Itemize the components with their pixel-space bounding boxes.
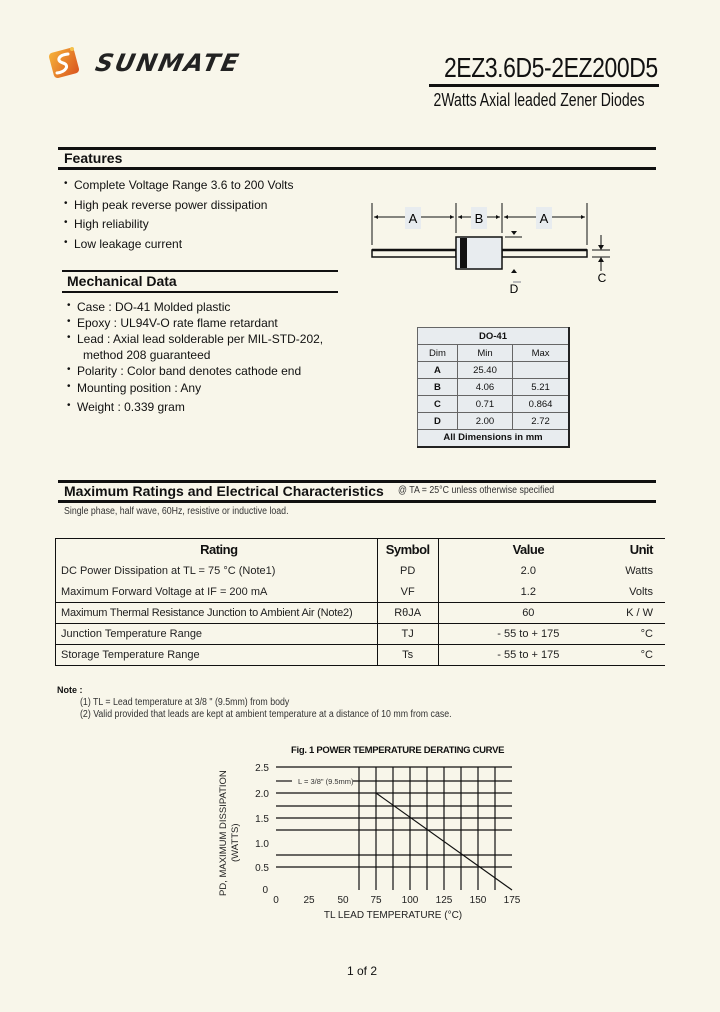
mechanical-title: Mechanical Data — [67, 273, 177, 289]
package-table-title: DO-41 — [418, 328, 570, 345]
table-row — [418, 413, 570, 430]
table-row — [418, 362, 570, 379]
feature-item: • Complete Voltage Range 3.6 to 200 Volts — [64, 178, 294, 198]
y-tick: 1.0 — [255, 839, 269, 850]
symbol-cell: VF — [377, 582, 438, 603]
ratings-title: Maximum Ratings and Electrical Characteristics — [64, 483, 384, 499]
value-cell: 1.2 — [520, 585, 536, 598]
mechanical-rule-bottom — [62, 291, 338, 293]
dim-label-d: D — [509, 282, 519, 296]
rating-cell: DC Power Dissipation at TL = 75 °C (Note1) — [56, 561, 378, 582]
min-cell: 2.00 — [457, 413, 512, 430]
mechanical-item: • Epoxy : UL94V-O rate flame retardant — [67, 316, 323, 332]
max-cell: 0.864 — [513, 396, 569, 413]
title-underline — [429, 84, 659, 87]
table-row — [56, 645, 666, 666]
col-header-rating: Rating — [56, 539, 378, 561]
y-tick: 1.5 — [255, 814, 269, 825]
y-axis-unit: (WATTS) — [230, 823, 241, 862]
table-row — [56, 561, 666, 582]
x-tick: 125 — [435, 895, 453, 906]
note-item: (1) TL = Lead temperature at 3/8 " (9.5mm) from body — [80, 697, 290, 708]
package-dimensions-table — [417, 327, 570, 448]
min-cell: 0.71 — [457, 396, 512, 413]
col-header-min: Min — [457, 345, 512, 362]
features-list — [64, 178, 294, 257]
col-header-symbol: Symbol — [377, 539, 438, 561]
y-tick: 0.5 — [255, 863, 269, 874]
sunmate-logo-icon — [46, 45, 82, 81]
ratings-condition: @ TA = 25°C unless otherwise specified — [398, 485, 555, 496]
rating-cell: Maximum Forward Voltage at IF = 200 mA — [56, 582, 378, 603]
mechanical-item-text: Lead : Axial lead solderable per MIL-STD-202, — [77, 332, 324, 346]
symbol-cell: Ts — [377, 645, 438, 666]
package-table-footer: All Dimensions in mm — [418, 430, 570, 447]
feature-item: • High reliability — [64, 217, 294, 237]
feature-item: • Low leakage current — [64, 237, 294, 257]
table-row — [56, 624, 666, 645]
symbol-cell: TJ — [377, 624, 438, 645]
brand-logo — [46, 43, 246, 83]
table-row — [56, 603, 666, 624]
mechanical-item: • Weight : 0.339 gram — [67, 400, 323, 416]
unit-cell: Volts — [629, 585, 653, 598]
table-row — [418, 396, 570, 413]
mechanical-item: • Polarity : Color band denotes cathode end — [67, 364, 323, 381]
mechanical-list — [67, 300, 323, 416]
part-number-title: 2EZ3.6D5-2EZ200D5 — [444, 52, 658, 83]
table-row — [56, 582, 666, 603]
max-cell: 5.21 — [513, 379, 569, 396]
dim-cell: D — [418, 413, 458, 430]
mechanical-rule-top — [62, 270, 338, 272]
diode-outline-diagram — [360, 195, 620, 300]
dim-cell: C — [418, 396, 458, 413]
value-cell: - 55 to + 175 — [438, 645, 618, 666]
value-cell: - 55 to + 175 — [438, 624, 618, 645]
features-rule-top — [58, 147, 656, 150]
min-cell: 4.06 — [457, 379, 512, 396]
rating-cell: Storage Temperature Range — [56, 645, 378, 666]
unit-cell: °C — [618, 624, 665, 645]
mechanical-item-cont-text: method 208 guaranteed — [83, 348, 211, 362]
dim-label-c: C — [597, 271, 607, 285]
features-rule-bottom — [58, 167, 656, 170]
max-cell — [513, 362, 569, 379]
feature-item: • High peak reverse power dissipation — [64, 198, 294, 217]
y-tick: 2.0 — [255, 789, 269, 800]
load-condition-note: Single phase, half wave, 60Hz, resistive or inductive load. — [64, 506, 289, 517]
mechanical-item: • Case : DO-41 Molded plastic — [67, 300, 323, 316]
dim-cell: A — [418, 362, 458, 379]
x-tick: 50 — [337, 895, 349, 906]
note-item: (2) Valid provided that leads are kept at ambient temperature at a distance of 10 mm from case. — [80, 709, 452, 720]
x-tick: 150 — [469, 895, 487, 906]
x-tick: 0 — [273, 895, 279, 906]
unit-cell: K / W — [618, 603, 665, 624]
page-number: 1 of 2 — [347, 964, 378, 978]
chart-title: Fig. 1 POWER TEMPERATURE DERATING CURVE — [291, 745, 505, 756]
ratings-rule-bottom — [58, 500, 656, 503]
x-tick: 75 — [370, 895, 382, 906]
col-header-max: Max — [513, 345, 569, 362]
unit-cell: °C — [618, 645, 665, 666]
curve-annotation: L = 3/8" (9.5mm) — [298, 777, 354, 786]
derating-curve-chart — [205, 755, 535, 930]
value-cell: 2.0 — [520, 565, 536, 577]
value-cell: 60 — [438, 603, 618, 624]
dim-label-a: A — [408, 211, 418, 226]
y-axis-label: PD, MAXIMUM DISSIPATION — [218, 770, 229, 896]
brand-name: SUNMATE — [93, 49, 243, 77]
dim-label-b: B — [474, 211, 484, 226]
notes-title: Note : — [57, 685, 83, 695]
col-header-dim: Dim — [418, 345, 458, 362]
mechanical-item-continuation — [67, 348, 323, 364]
col-header-unit: Unit — [618, 539, 665, 561]
dim-label-a2: A — [539, 211, 549, 226]
x-tick: 175 — [503, 895, 521, 906]
symbol-cell: PD — [377, 561, 438, 582]
x-tick: 25 — [303, 895, 315, 906]
dim-cell: B — [418, 379, 458, 396]
table-row — [418, 379, 570, 396]
col-header-value: Value — [438, 539, 618, 561]
min-cell: 25.40 — [457, 362, 512, 379]
mechanical-item — [67, 332, 323, 348]
y-tick: 2.5 — [255, 763, 269, 774]
max-cell: 2.72 — [513, 413, 569, 430]
x-tick: 100 — [401, 895, 419, 906]
part-subtitle: 2Watts Axial leaded Zener Diodes — [433, 90, 644, 110]
unit-cell: Watts — [625, 565, 653, 577]
x-axis-label: TL LEAD TEMPERATURE (°C) — [323, 910, 463, 921]
rating-cell: Junction Temperature Range — [56, 624, 378, 645]
y-tick: 0 — [262, 885, 268, 896]
symbol-cell: RθJA — [377, 603, 438, 624]
rating-cell: Maximum Thermal Resistance Junction to Ambient Air (Note2) — [56, 603, 378, 624]
mechanical-item: • Mounting position : Any — [67, 381, 323, 400]
ratings-table — [55, 538, 665, 666]
features-title: Features — [64, 150, 123, 166]
